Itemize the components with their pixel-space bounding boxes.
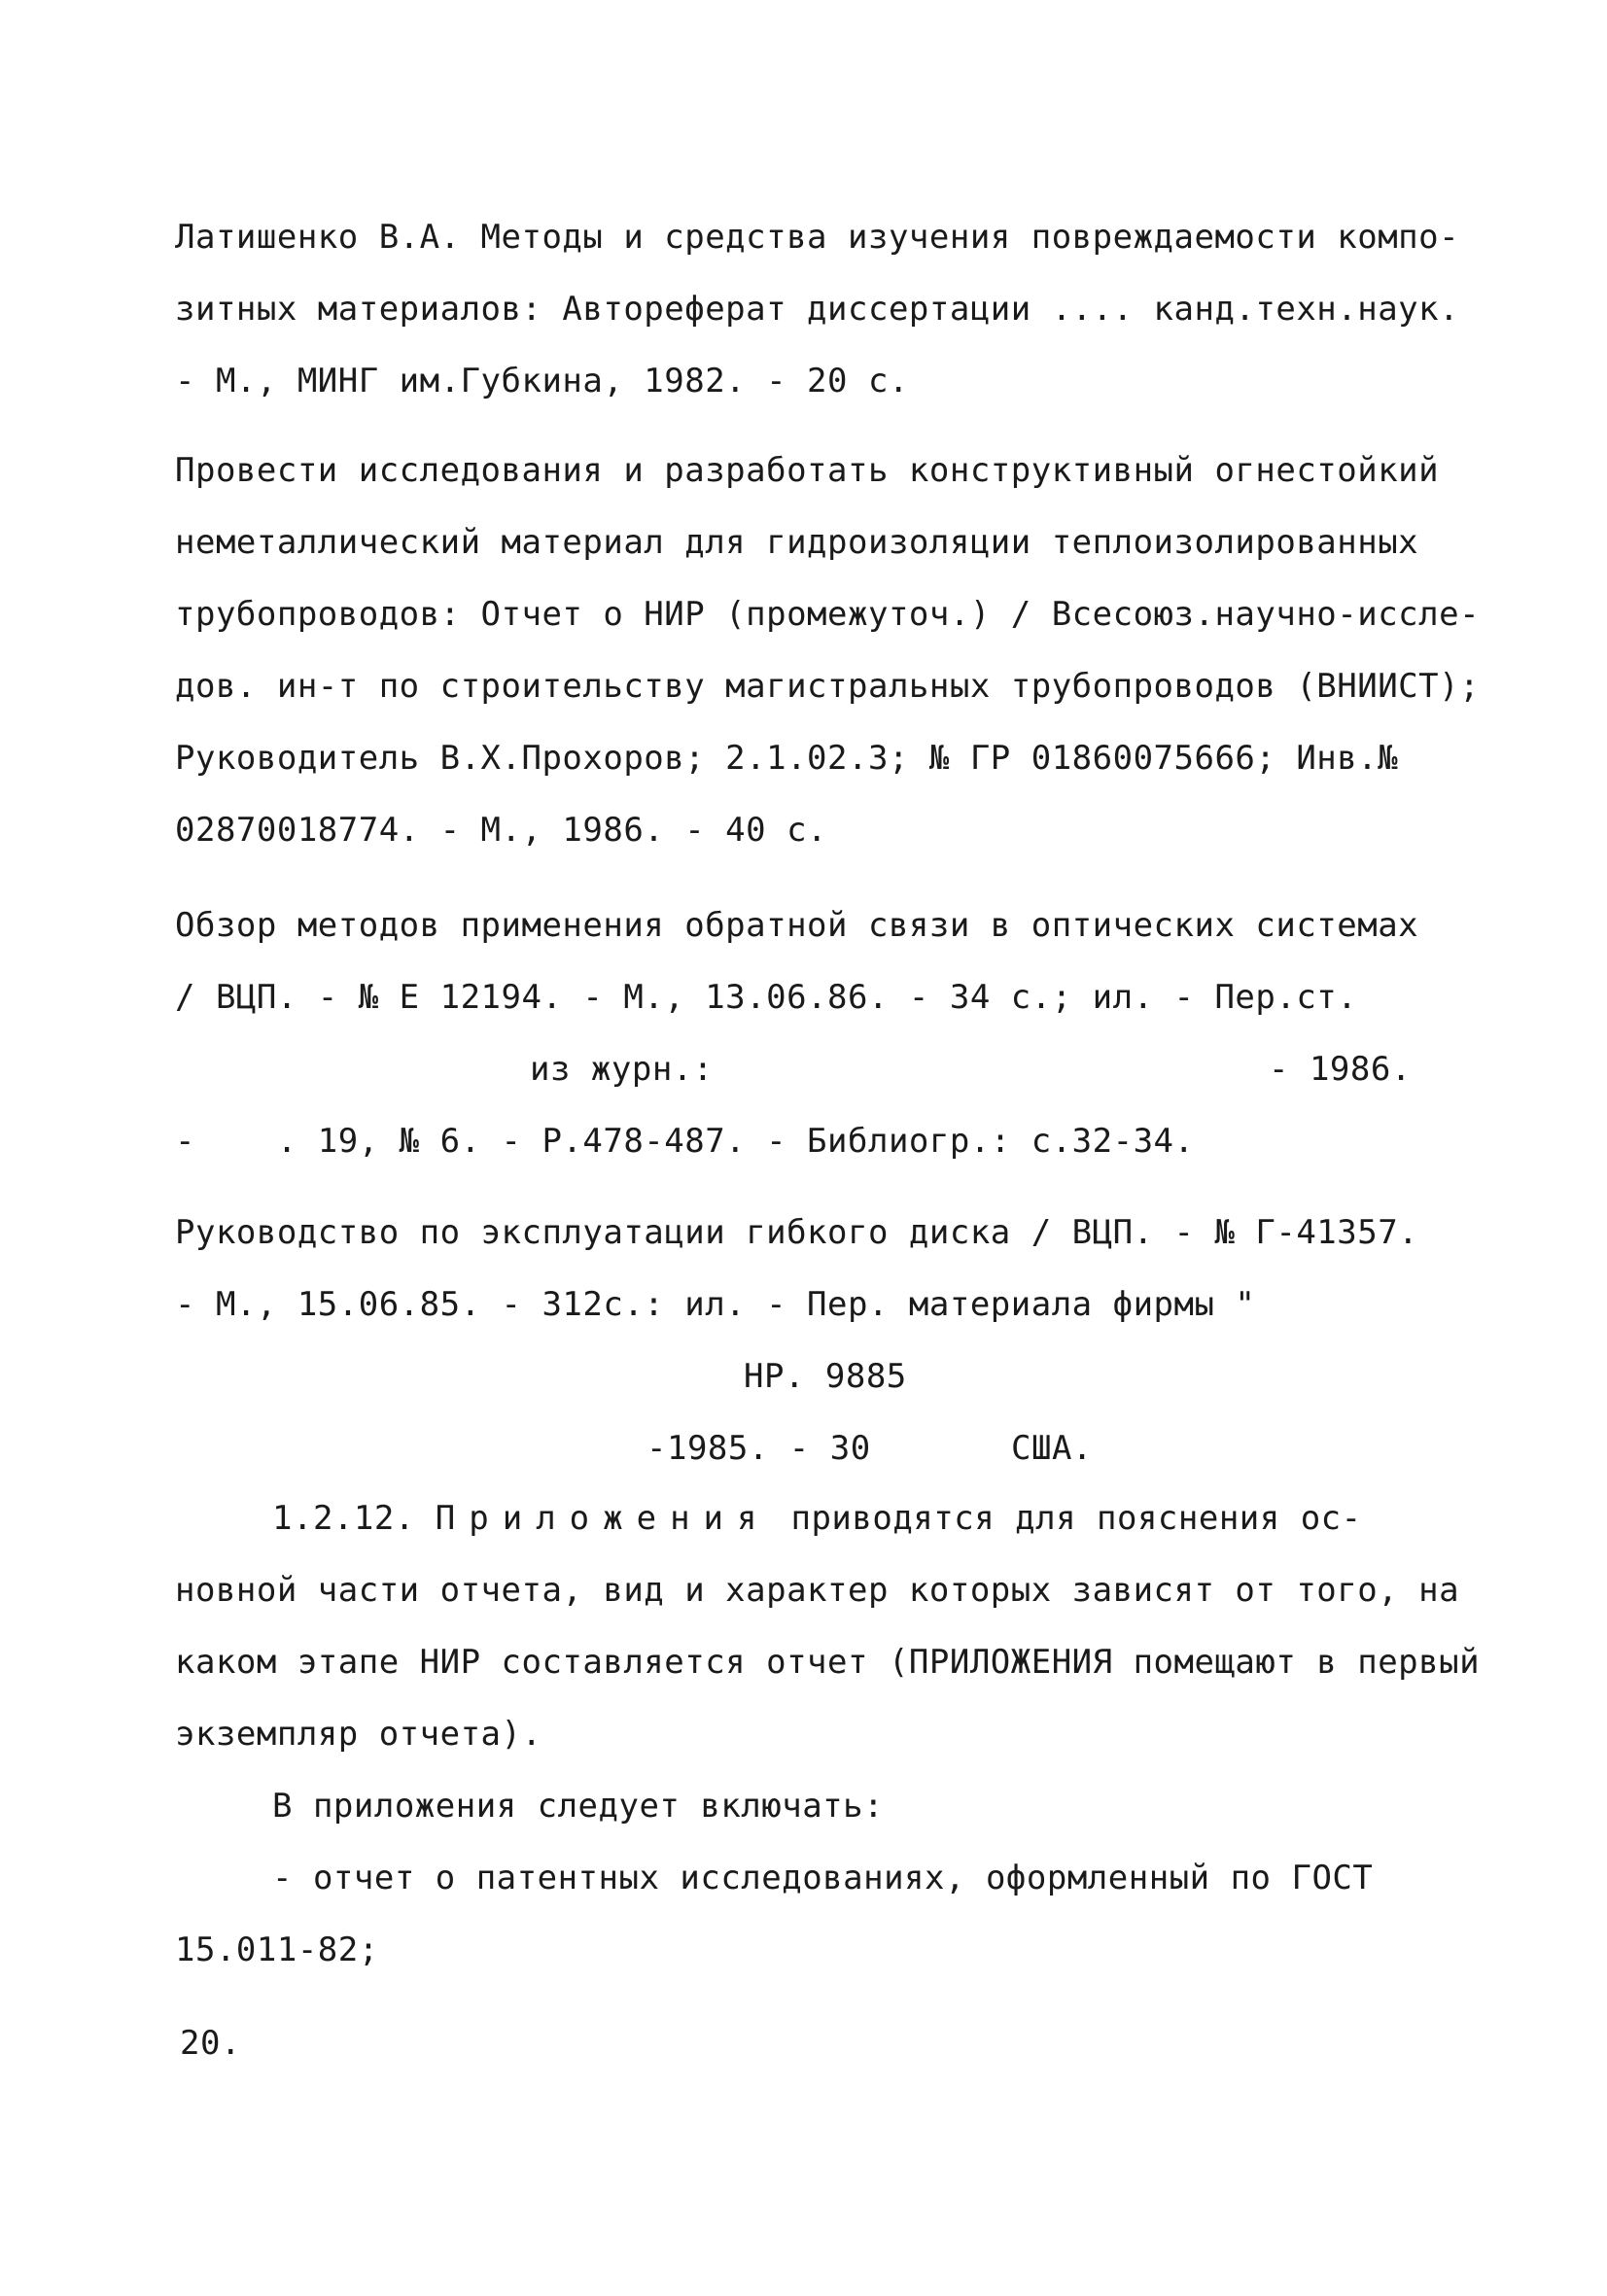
include-item1-line2: 15.011-82; xyxy=(175,1931,379,1969)
ref4-line4-left: -1985. - 30 xyxy=(646,1429,871,1468)
include-intro: В приложения следует включать: xyxy=(272,1787,885,1826)
section-line1-rest: приводятся для пояснения ос- xyxy=(790,1499,1362,1538)
ref2-line5: Руководитель В.Х.Прохоров; 2.1.02.3; № ГР 01860075666; Инв.№ xyxy=(175,739,1399,778)
ref2-line6: 02870018774. - М., 1986. - 40 с. xyxy=(175,811,828,850)
ref4-line1: Руководство по эксплуатации гибкого диска / ВЦП. - № Г-41357. xyxy=(175,1213,1419,1252)
ref1-line2: зитных материалов: Автореферат диссертации .... канд.техн.наук. xyxy=(175,290,1460,329)
section-first-line xyxy=(272,1497,1362,1540)
ref4-line3: HP. 9885 xyxy=(744,1357,907,1396)
ref1-line3: - М., МИНГ им.Губкина, 1982. - 20 с. xyxy=(175,362,909,400)
ref4-line4-right: США. xyxy=(1011,1429,1093,1468)
ref3-line2: / ВЦП. - № Е 12194. - М., 13.06.86. - 34 с.; ил. - Пер.ст. xyxy=(175,978,1358,1017)
include-item1-line1: - отчет о патентных исследованиях, оформленный по ГОСТ xyxy=(272,1859,1374,1897)
section-heading: Приложения xyxy=(435,1499,771,1538)
page-number: 20. xyxy=(180,2024,241,2063)
section-line3: каком этапе НИР составляется отчет (ПРИЛОЖЕНИЯ помещают в первый xyxy=(175,1643,1481,1682)
ref3-line1: Обзор методов применения обратной связи в оптических системах xyxy=(175,906,1419,945)
ref1-line1: Латишенко В.А. Методы и средства изучения повреждаемости компо- xyxy=(175,218,1460,257)
ref2-line3: трубопроводов: Отчет о НИР (промежуточ.) / Всесоюз.научно-иссле- xyxy=(175,595,1481,634)
ref2-line2: неметаллический материал для гидроизоляции теплоизолированных xyxy=(175,523,1419,562)
ref4-line2: - М., 15.06.85. - 312с.: ил. - Пер. материала фирмы " xyxy=(175,1285,1256,1324)
ref2-line4: дов. ин-т по строительству магистральных трубопроводов (ВНИИСТ); xyxy=(175,667,1481,706)
ref3-line3-left: из журн.: xyxy=(530,1050,714,1089)
section-line2: новной части отчета, вид и характер которых зависят от того, на xyxy=(175,1571,1460,1610)
ref3-line4: - . 19, № 6. - P.478-487. - Библиогр.: с.32-34. xyxy=(175,1122,1195,1161)
section-number: 1.2.12. xyxy=(272,1499,415,1538)
ref3-line3-right: - 1986. xyxy=(1269,1050,1412,1089)
section-line4: экземпляр отчета). xyxy=(175,1715,542,1754)
ref2-line1: Провести исследования и разработать конструктивный огнестойкий xyxy=(175,451,1440,490)
